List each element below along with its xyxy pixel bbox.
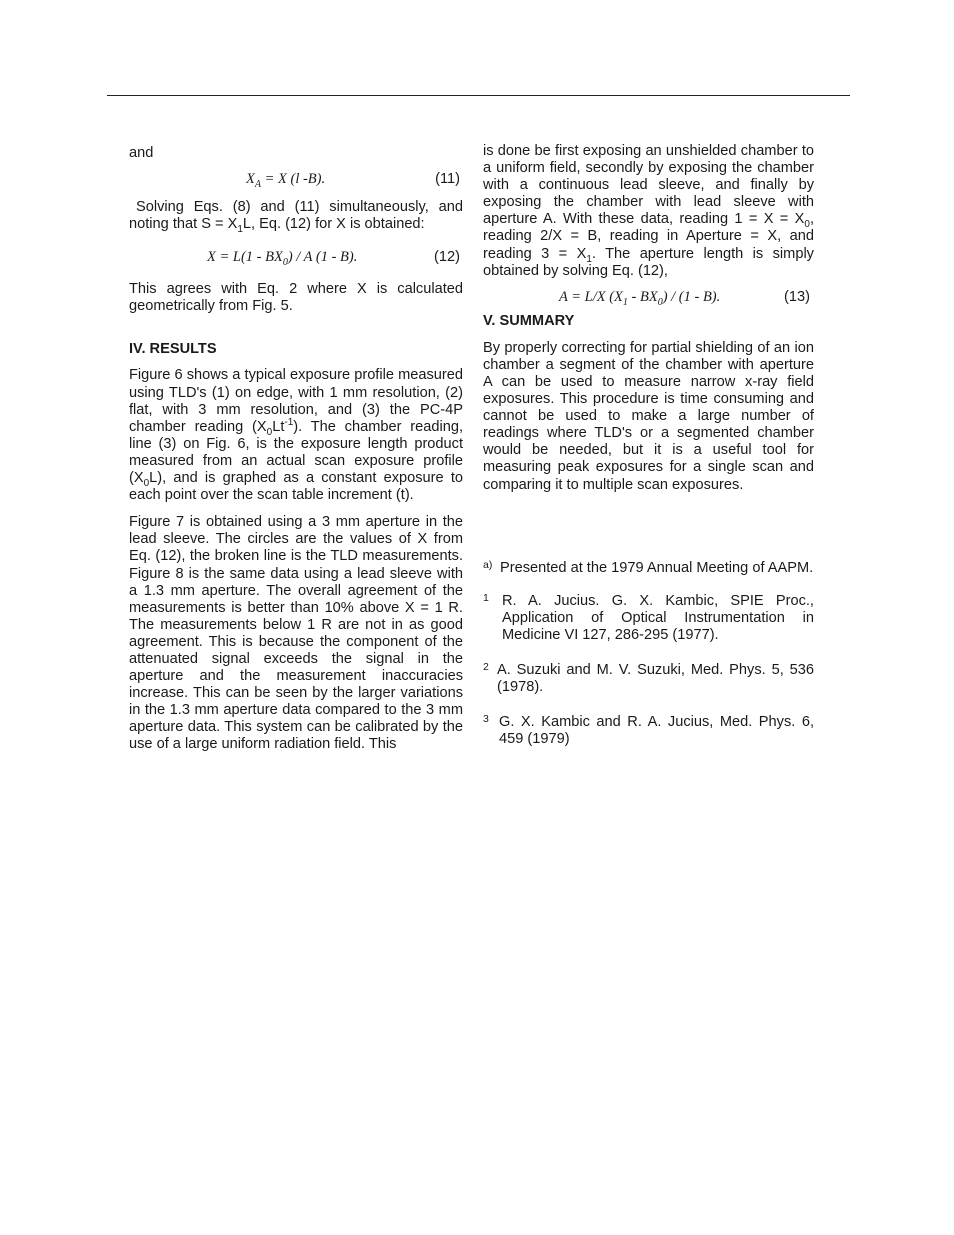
paragraph-solving [129,199,463,236]
eq11-lhs: X [246,171,255,188]
footnote-1 [483,593,814,644]
footnote-3 [483,714,814,748]
continued-text-2: , reading 2/X = B, reading in Aperture = X, and reading 3 = X [483,211,814,262]
continued-text-3: . The aperture length is simply obtained by solving Eq. (12), [483,245,814,279]
fig6-text-3: ). The chamber reading, line (3) on Fig. 6, is the exposure length product measured from an actual scan exposure profile (X [129,418,463,487]
footnote-text: Presented at the 1979 Annual Meeting of AAPM. [500,559,814,576]
paragraph-agrees: This agrees with Eq. 2 where X is calculated geometrically from Fig. 5. [129,281,463,315]
eq11-rhs: = X (l -B). [260,171,326,188]
paragraph-figure-7: Figure 7 is obtained using a 3 mm aperture in the lead sleeve. The circles are the values of X from Eq. (12), the broken line is the TLD measurements. Figure 8 is the same data using a lead sleeve with a 1.3 mm aperture. The overall agreement of the measurements is better than 10% above X = 1 R. The measurements below 1 R are not in as good agreement. This is because the component of the attenuated signal exceeds the signal in the aperture and the measurement inaccuracies increase. This can be seen by the larger variations in the 1.3 mm aperture data compared to the 3 mm aperture data. This system can be calibrated by the use of a large uniform radiation field. This [129,514,463,753]
equation-12 [129,245,463,270]
eq12-text-1: X = L(1 - BX [207,249,283,266]
footnote-text: A. Suzuki and M. V. Suzuki, Med. Phys. 5, 536 (1978). [497,661,814,696]
header-rule [107,95,850,96]
solving-sub: 1 [237,224,243,236]
paragraph-figure-6 [129,367,463,504]
footnotes [483,560,814,749]
eq12-number: (12) [434,249,460,266]
eq13-text-2: - BX [627,288,658,305]
fig6-text-4: L), and is graphed as a constant exposure to each point over the scan table increment (t). [129,470,463,504]
footnote-2 [483,662,814,696]
continued-sub-2: 1 [586,253,592,265]
equation-13 [483,285,814,310]
equation-11 [129,167,463,192]
heading-results: IV. RESULTS [129,341,217,358]
paragraph-summary: By properly correcting for partial shielding of an ion chamber a segment of the chamber with aperture A can be used to measure narrow x-ray field exposures. This procedure is time consuming and cannot be used to make a large number of readings where TLD's or a segmented chamber would be needed, but it is a useful tool for measuring peak exposures for a single scan and comparing it to multiple scan exposures. [483,339,814,493]
eq13-number: (13) [784,288,810,305]
footnote-mark: 3 [483,713,489,726]
fig6-sub-1: 0 [266,426,273,438]
continued-sub-1: 0 [804,219,810,231]
intro-word: and [129,145,154,161]
solving-text-2: L, Eq. (12) for X is obtained: [242,216,425,233]
fig6-sup-1: -1 [284,416,294,428]
solving-text-1: Solving Eqs. (8) and (11) simultaneously, and noting that S = X [129,199,463,233]
eq13-sub-1: 1 [622,296,628,308]
fig6-text-1: Figure 6 shows a typical exposure profile measured using TLD's (1) on edge, with 1 mm resolution, (2) flat, with 3 mm resolution, and (3) the PC-4P chamber reading (X [129,367,463,435]
footnote-text: G. X. Kambic and R. A. Jucius, Med. Phys. 6, 459 (1979) [499,714,814,748]
eq11-number: (11) [435,171,460,188]
footnote-mark: a) [483,558,493,571]
eq11-lhs-sub: A [254,178,261,190]
paragraph-continued [483,143,814,280]
eq12-sub: 0 [282,257,288,269]
heading-summary: V. SUMMARY [483,312,575,329]
eq13-text-1: A = L/X (X [559,288,623,305]
footnote-mark: 1 [483,591,489,604]
footnote-a [483,560,814,577]
eq13-text-3: ) / (1 - B). [662,288,721,305]
eq13-sub-2: 0 [657,296,663,308]
fig6-sub-2: 0 [143,477,150,489]
fig6-text-2: Lt [272,418,285,435]
eq12-text-2: ) / A (1 - B). [287,249,358,266]
right-column [483,143,814,748]
footnote-text: R. A. Jucius. G. X. Kambic, SPIE Proc., Application of Optical Instrumentation in Medicine VI 127, 286-295 (1977). [502,592,814,643]
continued-text-1: is done be first exposing an unshielded chamber to a uniform field, secondly by exposing the chamber with a continuous lead sleeve, and finally by exposing the chamber with lead sleeve with aperture A. With these data, reading 1 = X = X [483,143,814,228]
footnote-mark: 2 [483,660,489,673]
left-column [129,143,463,754]
